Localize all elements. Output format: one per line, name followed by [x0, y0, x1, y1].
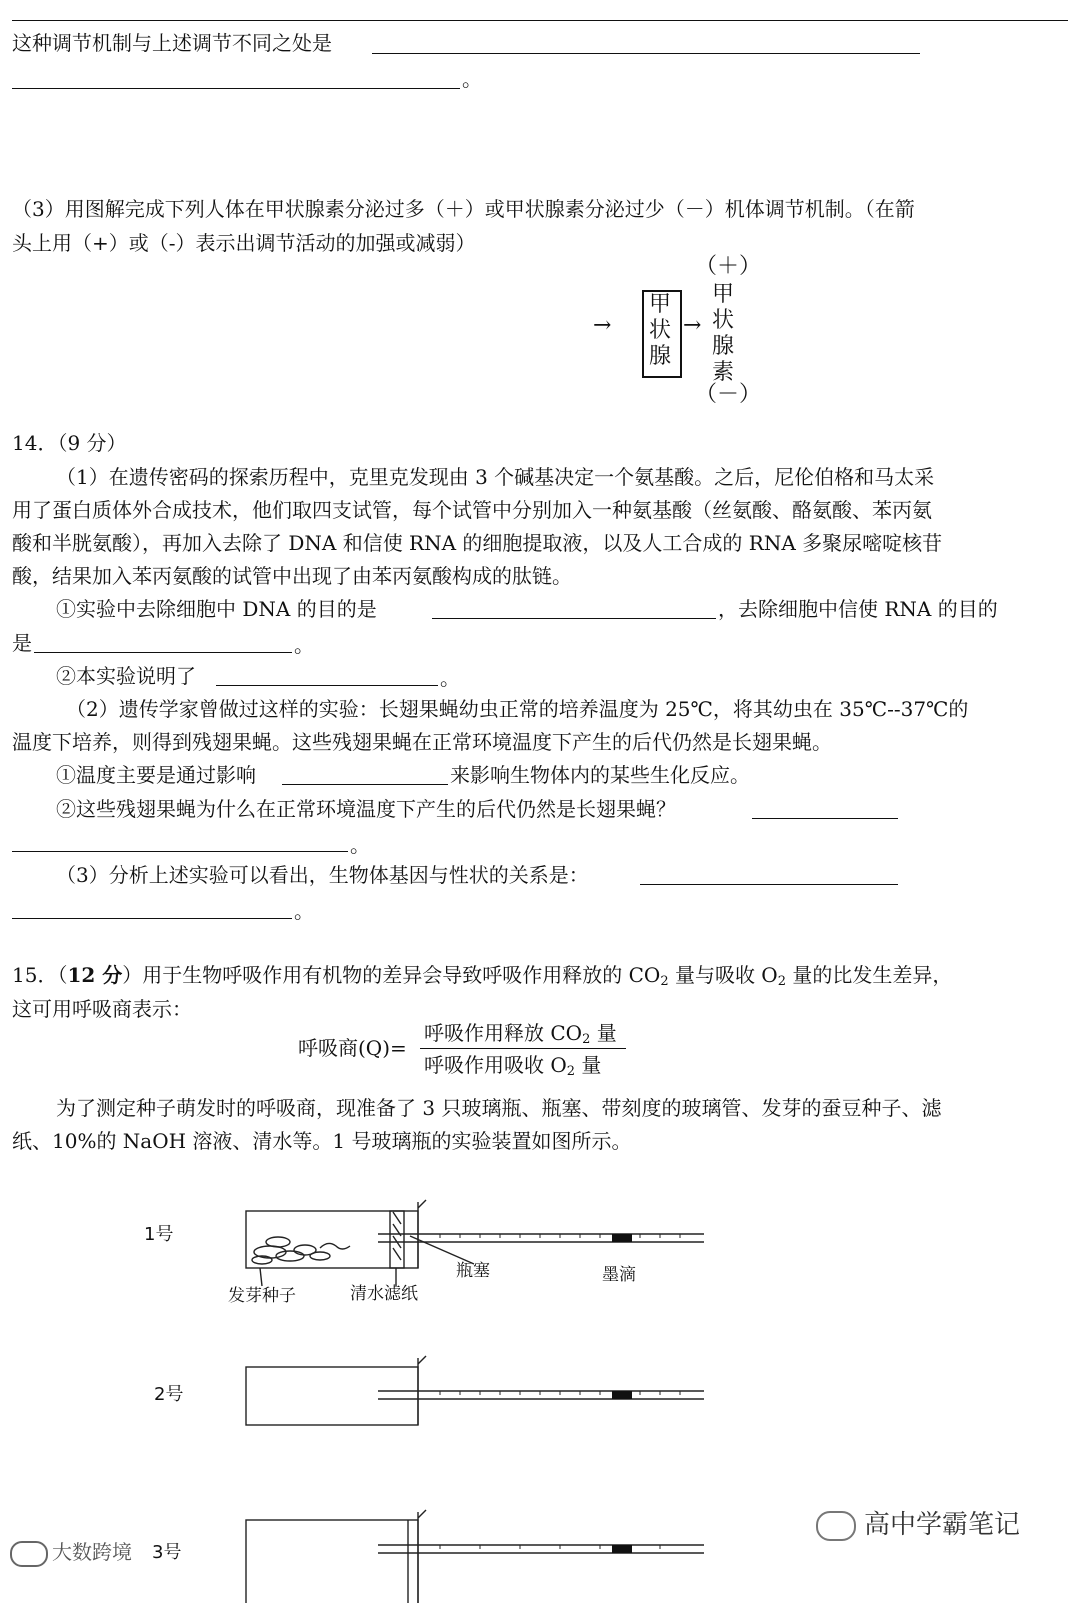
end-mark: 。: [462, 67, 482, 91]
input-arrow: →: [593, 313, 612, 338]
ink-drop-2: [612, 1391, 632, 1399]
end-mark: 。: [440, 666, 460, 690]
q15-line2: 这可用呼吸商表示：: [12, 997, 192, 1021]
end-mark: 。: [350, 833, 370, 857]
q14-heading: 14．（9 分）: [12, 431, 127, 455]
logo-icon: [10, 1541, 48, 1567]
subscript: 2: [777, 974, 786, 989]
answer-blank[interactable]: [216, 685, 438, 686]
output-arrow: →: [683, 313, 702, 338]
gland-char: 甲: [649, 292, 672, 317]
ink-drop-3: [612, 1545, 632, 1553]
ink-label: 墨滴: [602, 1265, 636, 1285]
gland-char: 状: [649, 318, 672, 343]
watermark-left-text: 大数跨境: [52, 1540, 132, 1564]
q14-p2: （2）遗传学家曾做过这样的实验：长翅果蝇幼虫正常的培养温度为 25℃，将其幼虫在 35℃--37℃的: [66, 697, 969, 721]
q15-para: 为了测定种子萌发时的呼吸商，现准备了 3 只玻璃瓶、瓶塞、带刻度的玻璃管、发芽的蚕豆种子、滤: [56, 1096, 942, 1120]
numerator-text: 量: [590, 1021, 617, 1045]
q14-p1: 酸和半胱氨酸），再加入去除了 DNA 和信使 RNA 的细胞提取液，以及人工合成的 RNA 多聚尿嘧啶核苷: [12, 531, 943, 555]
answer-blank[interactable]: [640, 884, 898, 885]
q14-p1: （1）在遗传密码的探索历程中，克里克发现由 3 个碱基决定一个氨基酸。之后，尼伦伯格和马太采: [56, 465, 935, 489]
filter-label: 清水滤纸: [350, 1284, 418, 1304]
q13-line1: 这种调节机制与上述调节不同之处是: [12, 31, 332, 55]
q14-q1b: ，去除细胞中信使 RNA 的目的: [718, 597, 998, 621]
q14-p3: （3）分析上述实验可以看出，生物体基因与性状的关系是：: [56, 863, 589, 887]
answer-blank[interactable]: [12, 918, 292, 919]
q14-p1: 用了蛋白质体外合成技术，他们取四支试管，每个试管中分别加入一种氨基酸（丝氨酸、酪氨酸、苯丙氨: [12, 498, 932, 522]
denominator-text: 呼吸作用吸收 O: [424, 1053, 567, 1077]
fraction-bar: [420, 1048, 626, 1049]
q14-q2: ②本实验说明了: [56, 664, 196, 688]
bottle-3: [246, 1520, 418, 1603]
plus-label: （＋）: [695, 254, 762, 279]
q15-heading-pre: 15．（: [12, 963, 68, 987]
minus-label: （－）: [695, 382, 762, 407]
q15-heading-text: 量的比发生差异，: [786, 963, 953, 987]
q14-p2: 温度下培养，则得到残翅果蝇。这些残翅果蝇在正常环境温度下产生的后代仍然是长翅果蝇。: [12, 730, 832, 754]
formula-denominator: [424, 1052, 601, 1085]
gland-char: 腺: [649, 344, 672, 369]
watermark-left: [10, 1536, 132, 1567]
q14-q3b: 来影响生物体内的某些生化反应。: [450, 763, 750, 787]
q14-q4: ②这些残翅果蝇为什么在正常环境温度下产生的后代仍然是长翅果蝇？: [56, 797, 676, 821]
subscript: 2: [660, 974, 669, 989]
denominator-text: 量: [575, 1053, 602, 1077]
subscript: 2: [582, 1032, 591, 1047]
stopper-label: 瓶塞: [456, 1261, 490, 1281]
q14-q1c: 是: [12, 631, 32, 655]
answer-blank[interactable]: [282, 784, 448, 785]
q15-para: 纸、10%的 NaOH 溶液、清水等。1 号玻璃瓶的实验装置如图所示。: [12, 1129, 632, 1153]
q15-heading-text: 量与吸收 O: [668, 963, 778, 987]
answer-blank[interactable]: [372, 53, 920, 54]
answer-blank[interactable]: [12, 851, 348, 852]
subscript: 2: [566, 1064, 576, 1079]
watermark-right-text: 高中学霸笔记: [864, 1510, 1021, 1540]
q14-p1: 酸，结果加入苯丙氨酸的试管中出现了由苯丙氨酸构成的肽链。: [12, 564, 572, 588]
q15-heading: [12, 962, 952, 995]
answer-blank[interactable]: [12, 88, 460, 89]
bottle-2: [246, 1367, 418, 1425]
hormone-char: 素: [712, 360, 735, 385]
end-mark: 。: [294, 899, 314, 923]
answer-blank[interactable]: [34, 652, 292, 653]
q15-heading-text: ）用于生物呼吸作用有机物的差异会导致呼吸作用释放的 CO: [122, 963, 661, 987]
numerator-text: 呼吸作用释放 CO: [424, 1021, 583, 1045]
bottle-label-3: 3号: [152, 1542, 182, 1563]
q14-q1a: ①实验中去除细胞中 DNA 的目的是: [56, 597, 377, 621]
q15-score: 12 分: [67, 963, 123, 987]
formula-label: 呼吸商(Q)=: [298, 1036, 407, 1060]
q14-q3a: ①温度主要是通过影响: [56, 763, 256, 787]
answer-blank[interactable]: [752, 818, 898, 819]
filter-paper: [390, 1211, 404, 1268]
ink-drop-1: [612, 1234, 632, 1242]
answer-blank[interactable]: [432, 618, 716, 619]
q13-part3-line2: 头上用（+）或（-）表示出调节活动的加强或减弱）: [12, 231, 476, 255]
top-rule: [12, 20, 1068, 21]
q13-part3-line1: （3）用图解完成下列人体在甲状腺素分泌过多（＋）或甲状腺素分泌过少（－）机体调节机制。（在箭: [12, 197, 915, 221]
bottle-label-2: 2号: [154, 1384, 184, 1405]
bottle-label-1: 1号: [144, 1224, 174, 1245]
hormone-char: 甲: [712, 282, 735, 307]
hormone-char: 状: [712, 308, 735, 333]
watermark-right: [816, 1504, 1020, 1541]
end-mark: 。: [294, 633, 314, 657]
hormone-char: 腺: [712, 334, 735, 359]
wechat-icon: [816, 1511, 856, 1541]
seeds-label: 发芽种子: [228, 1286, 296, 1306]
